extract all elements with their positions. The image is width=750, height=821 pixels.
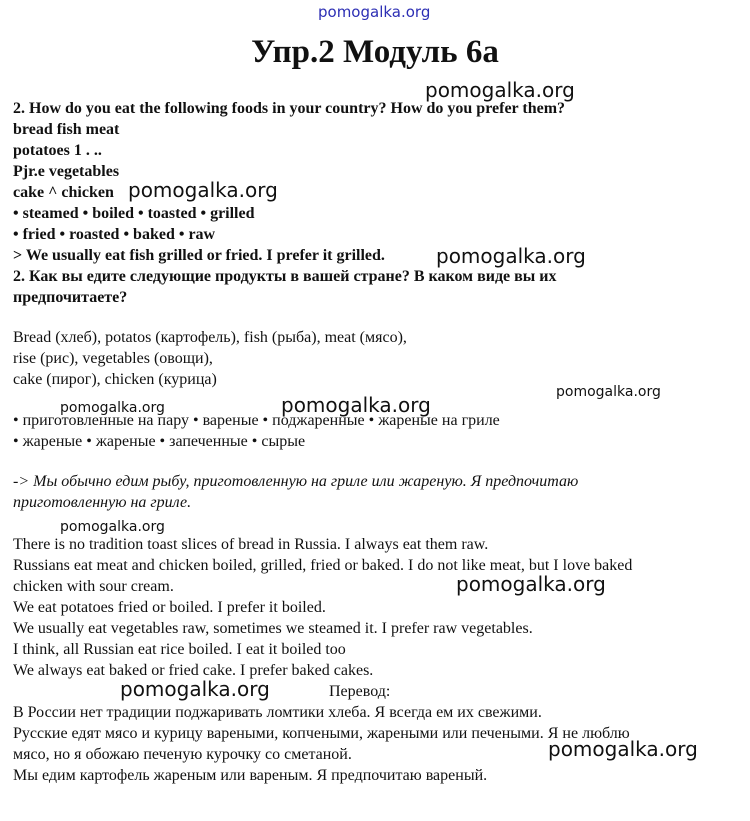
example-ru: -> Мы обычно едим рыбу, приготовленную на гриле или жареную. Я предпочитаю [13,473,579,490]
example-ru: приготовленную на гриле. [13,494,192,511]
food-list-line: cake ^ chicken [13,184,114,201]
answer-en-line: There is no tradition toast slices of bread in Russia. I always eat them raw. [13,536,489,553]
task-question-ru: 2. Как вы едите следующие продукты в вашей стране? В каком виде вы их [13,268,557,285]
answer-en-line: We always eat baked or fried cake. I prefer baked cakes. [13,662,374,679]
watermark: pomogalka.org [548,737,698,761]
watermark: pomogalka.org [60,519,165,535]
watermark: pomogalka.org [425,78,575,102]
methods-translation-line: • приготовленные на пару • вареные • поджаренные • жареные на гриле [13,412,500,429]
watermark: pomogalka.org [120,677,270,701]
watermark: pomogalka.org [436,244,586,268]
answer-ru-line: мясо, но я обожаю печеную курочку со сметаной. [13,746,352,763]
food-list-line: Pjr.e vegetables [13,163,120,180]
page-title: Упр.2 Модуль 6а [251,34,499,70]
food-list-line: potatoes 1 . .. [13,142,102,159]
task-question-en: 2. How do you eat the following foods in your country? How do you prefer them? [13,100,566,117]
example-en: > We usually eat fish grilled or fried. I prefer it grilled. [13,247,385,264]
answer-en-line: We usually eat vegetables raw, sometimes we steamed it. I prefer raw vegetables. [13,620,533,637]
watermark-link-top[interactable]: pomogalka.org [318,3,431,21]
methods-translation-line: • жареные • жареные • запеченные • сырые [13,433,306,450]
food-list-line: bread fish meat [13,121,120,138]
task-question-ru: предпочитаете? [13,289,128,306]
answer-en-line: chicken with sour cream. [13,578,174,595]
food-translation-line: cake (пирог), chicken (курица) [13,371,217,388]
watermark: pomogalka.org [456,572,606,596]
watermark: pomogalka.org [556,384,661,400]
watermark: pomogalka.org [281,393,431,417]
answer-ru-line: В России нет традиции поджаривать ломтики хлеба. Я всегда ем их свежими. [13,704,542,721]
food-translation-line: rise (рис), vegetables (овощи), [13,350,213,367]
methods-line: • steamed • boiled • toasted • grilled [13,205,255,222]
answer-ru-line: Мы едим картофель жареным или вареным. Я предпочитаю вареный. [13,767,488,784]
answer-ru-line: Русские едят мясо и курицу вареными, копчеными, жареными или печеными. Я не люблю [13,725,630,742]
watermark: pomogalka.org [60,400,165,416]
answer-en-line: I think, all Russian eat rice boiled. I eat it boiled too [13,641,346,658]
translation-label: Перевод: [329,683,391,700]
methods-line: • fried • roasted • baked • raw [13,226,216,243]
answer-en-line: We eat potatoes fried or boiled. I prefer it boiled. [13,599,326,616]
watermark: pomogalka.org [128,178,278,202]
answer-en-line: Russians eat meat and chicken boiled, grilled, fried or baked. I do not like meat, but I love baked [13,557,633,574]
food-translation-line: Bread (хлеб), potatos (картофель), fish (рыба), meat (мясо), [13,329,407,346]
